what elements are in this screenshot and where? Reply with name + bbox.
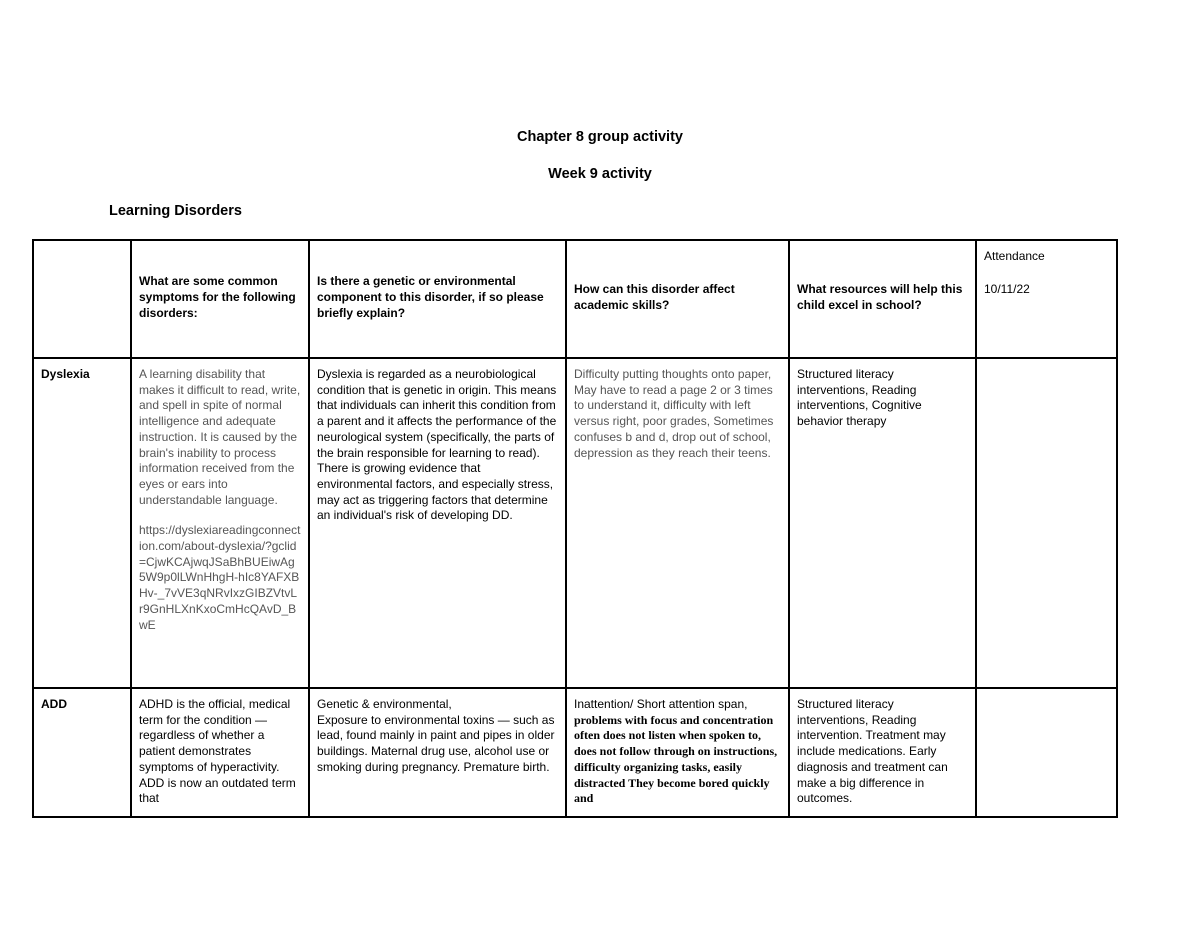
table-row: [33, 358, 1117, 688]
add-genetic-line-2: Exposure to environmental toxins — such as lead, found mainly in paint and pipes in older buildings. Maternal drug use, alcohol use or smoking during pregnancy. Premature birth.: [317, 712, 555, 774]
table-header-row: [33, 240, 1117, 358]
header-attendance: [976, 240, 1117, 358]
header-resources: What resources will help this child excel in school?: [789, 240, 976, 358]
document-title: Chapter 8 group activity: [517, 129, 683, 145]
document-subtitle: Week 9 activity: [548, 166, 652, 182]
dyslexia-symptoms-text: A learning disability that makes it difficult to read, write, and spell in spite of normal intelligence and adequate instruction. It is caused by the brain's inability to process information received from the eyes or ears into understandable language.: [139, 367, 301, 507]
header-empty-cell: [33, 240, 131, 358]
add-genetic-cell: [309, 688, 566, 817]
attendance-date: 10/11/22: [984, 281, 1030, 296]
dyslexia-resources-cell: Structured literacy interventions, Reading interventions, Cognitive behavior therapy: [789, 358, 976, 688]
add-symptoms-cell: ADHD is the official, medical term for the condition — regardless of whether a patient demonstrates symptoms of hyperactivity. ADD is now an outdated term that: [131, 688, 309, 817]
add-academic-cell: [566, 688, 789, 817]
add-genetic-line-1: Genetic & environmental,: [317, 697, 452, 711]
header-genetic: Is there a genetic or environmental component to this disorder, if so please briefly explain?: [309, 240, 566, 358]
header-symptoms: What are some common symptoms for the following disorders:: [131, 240, 309, 358]
add-academic-line-2: problems with focus and concentration often does not listen when spoken to, does not follow through on instructions, difficulty organizing tasks, easily distracted They become bored quickly and: [574, 712, 778, 806]
section-heading: Learning Disorders: [109, 203, 242, 219]
dyslexia-source-link[interactable]: https://dyslexiareadingconnection.com/about-dyslexia/?gclid=CjwKCAjwqJSaBhBUEiwAg5W9p0lLWnHhgH-hIc8YAFXBHv-_7vVE3qNRvIxzGIBZVtvLr9GnHLXnKxoCmHcQAvD_BwE: [139, 523, 301, 632]
row-label-add: ADD: [33, 688, 131, 817]
disorders-table: [32, 239, 1118, 818]
table-row: [33, 688, 1117, 817]
dyslexia-genetic-cell: Dyslexia is regarded as a neurobiological condition that is genetic in origin. This means that individuals can inherit this condition from a parent and it affects the performance of the neurological system (specifically, the parts of the brain responsible for learning to read). There is growing evidence that environmental factors, and especially stress, may act as triggering factors that determine an individual's risk of developing DD.: [309, 358, 566, 688]
dyslexia-academic-cell: Difficulty putting thoughts onto paper, May have to read a page 2 or 3 times to understand it, difficulty with left versus right, poor grades, Sometimes confuses b and d, drop out of school, depression as they reach their teens.: [566, 358, 789, 688]
add-resources-cell: Structured literacy interventions, Reading intervention. Treatment may include medications. Early diagnosis and treatment can make a big difference in outcomes.: [789, 688, 976, 817]
dyslexia-symptoms-cell: [131, 358, 309, 688]
add-attendance-cell: [976, 688, 1117, 817]
header-academic: How can this disorder affect academic skills?: [566, 240, 789, 358]
attendance-label: Attendance: [984, 249, 1045, 263]
add-academic-line-1: Inattention/ Short attention span,: [574, 697, 748, 711]
dyslexia-attendance-cell: [976, 358, 1117, 688]
row-label-dyslexia: Dyslexia: [33, 358, 131, 688]
